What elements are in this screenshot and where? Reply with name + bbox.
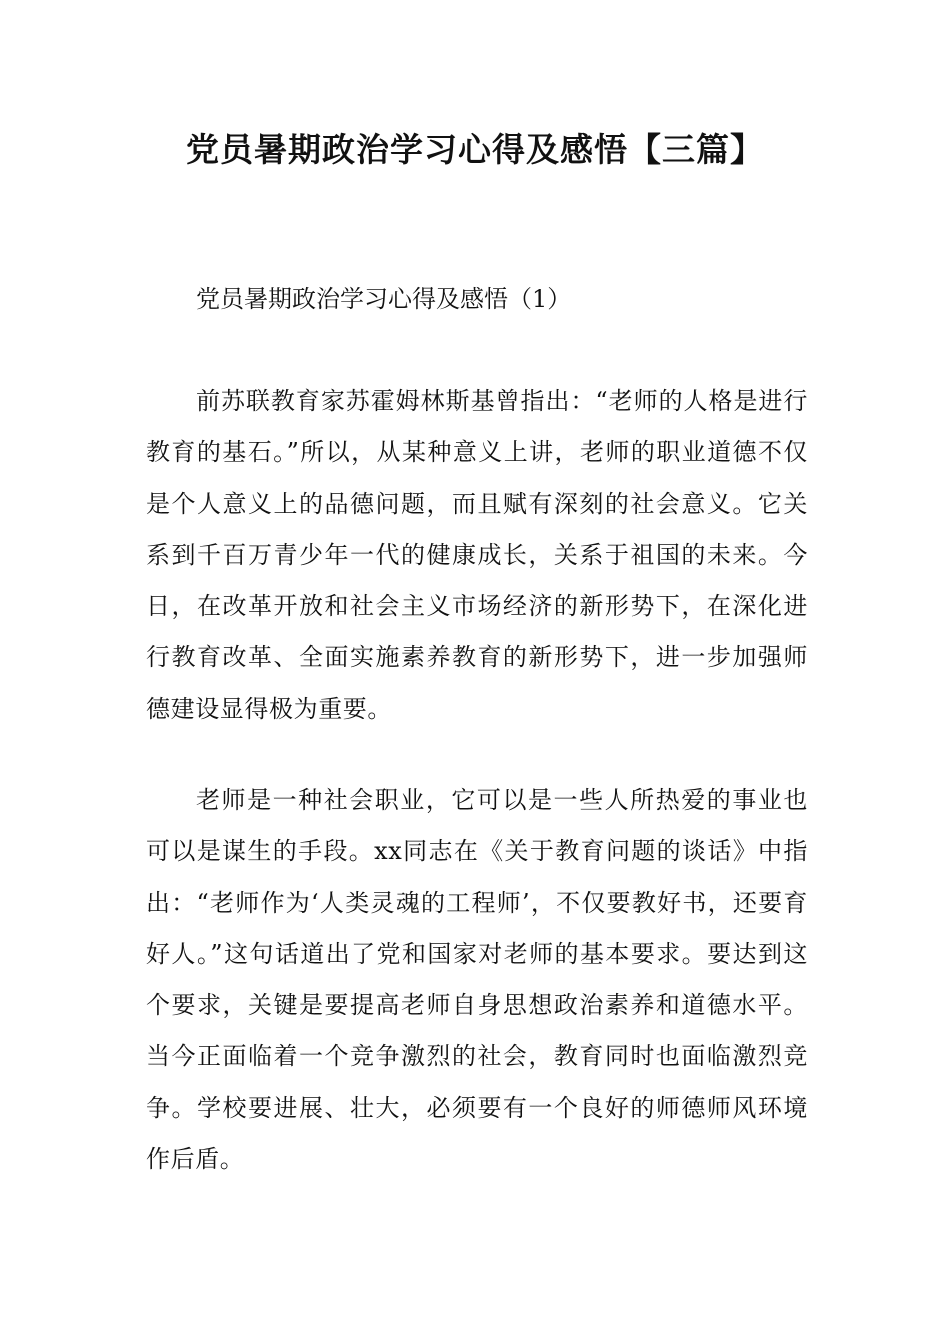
body-paragraph: 老师是一种社会职业，它可以是一些人所热爱的事业也可以是谋生的手段。xx同志在《关于教育问题的谈话》中指出：“老师作为‘人类灵魂的工程师’，不仅要教好书，还要育好人。”这句话道出了党和国家对老师的基本要求。要达到这个要求，关键是要提高老师自身思想政治素养和道德水平。当今正面临着一个竞争激烈的社会，教育同时也面临激烈竞争。学校要进展、壮大，必须要有一个良好的师德师风环境作后盾。 (146, 786, 808, 1174)
body-paragraph: 前苏联教育家苏霍姆林斯基曾指出：“老师的人格是进行教育的基石。”所以，从某种意义上讲，老师的职业道德不仅是个人意义上的品德问题，而且赋有深刻的社会意义。它关系到千百万青少年一代的健康成长，关系于祖国的未来。今日，在改革开放和社会主义市场经济的新形势下，在深化进行教育改革、全面实施素养教育的新形势下，进一步加强师德建设显得极为重要。 (146, 387, 808, 723)
section-heading: 党员暑期政治学习心得及感悟（1） (196, 285, 572, 313)
document-title: 党员暑期政治学习心得及感悟【三篇】 (186, 130, 764, 169)
